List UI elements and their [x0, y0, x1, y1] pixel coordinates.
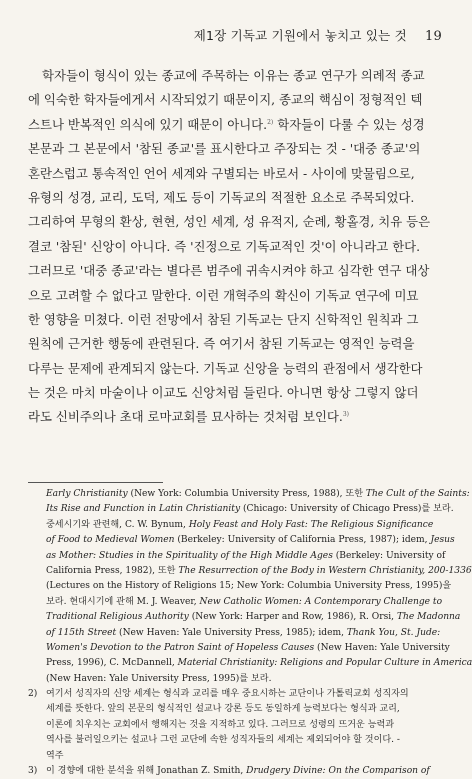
- body-line: 결코 '참된' 신앙이 아니다. 즉 '진정으로 기독교적인 것'이 아니라고 한다.: [28, 238, 421, 254]
- body-line: 라도 신비주의나 초대 로마교회를 묘사하는 것처럼 보인다.$^{3)}$: [28, 409, 350, 425]
- body-line: 으로 고려할 수 없다고 말한다. 이런 개혁주의 확신이 기독교 연구에 미묘: [28, 287, 419, 303]
- footnote-ref: 2): [267, 118, 274, 126]
- body-line: 다루는 문제에 관계되지 않는다. 기독교 신앙을 능력의 관점에서 생각한다: [28, 360, 423, 376]
- page-number: 19: [425, 29, 442, 44]
- body-text: [28, 64, 444, 430]
- footnote-line: 중세시기와 관련해, C. W. Bynum, Holy Feast and Holy Fast: The Religious Significance: [46, 519, 434, 530]
- footnotes: [28, 487, 472, 779]
- footnote-line: 이론에 치우치는 교회에서 행해지는 것을 지적하고 있다. 그러므로 성령의 뜨거운 능력과: [46, 719, 395, 730]
- chapter-title: 제1장 기독교 기원에서 놓치고 있는 것: [193, 28, 407, 43]
- footnote-line: California Press, 1982), 또한 The Resurrection of the Body in Western Christianity, 200-1336: [46, 565, 472, 576]
- footnote-line: Women's Devotion to the Patron Saint of Hopeless Causes (New Haven: Yale University: [46, 642, 450, 653]
- body-line: 그러므로 '대중 종교'라는 별다른 범주에 귀속시켜야 하고 심각한 연구 대상: [28, 263, 430, 279]
- body-line: 그리하여 무형의 환상, 현현, 성인 세계, 성 유적지, 순례, 황홀경, 치유 등은: [28, 214, 431, 230]
- body-line: 학자들이 형식이 있는 종교에 주목하는 이유는 종교 연구가 의례적 종교: [42, 68, 425, 83]
- footnote-line: 세계를 뜻한다. 앞의 본문의 형식적인 설교나 강론 등도 동일하게 능력보다는 형식과 교리,: [46, 704, 400, 715]
- footnote-line: (New Haven: Yale University Press, 1995)를 보라.: [46, 673, 272, 684]
- footnote-line: Early Christianity (New York: Columbia University Press, 1988), 또한 The Cult of the Saints:: [46, 489, 470, 499]
- body-line: 혼란스럽고 통속적인 언어 세계와 구별되는 바로서 - 사이에 맞물림으로,: [28, 165, 415, 181]
- footnote-2: [28, 687, 448, 764]
- body-line: 스트나 반복적인 의식에 있기 때문이 아니다.$^{2)}$ 학자들이 다룰 수 있는 성경: [28, 116, 425, 132]
- footnote-line: as Mother: Studies in the Spirituality of the High Middle Ages (Berkeley: University of: [46, 550, 446, 561]
- running-head: [28, 26, 442, 44]
- body-line: 는 것은 마치 마술이나 이교도 신앙처럼 들린다. 아니면 항상 그렇지 않더: [28, 385, 419, 401]
- body-line: 한 영향을 미쳤다. 이런 전망에서 참된 기독교는 단지 신학적인 원칙과 그: [28, 311, 419, 327]
- footnote-line: of Food to Medieval Women (Berkeley: University of California Press, 1987); idem, Jesus: [46, 535, 455, 546]
- footnote-line: Press, 1996), C. McDannell, Material Christianity: Religions and Popular Culture in America: [46, 658, 472, 669]
- footnote-line: Traditional Religious Authority (New York: Harper and Row, 1986), R. Orsi, The Madonna: [46, 612, 461, 623]
- footnote-divider: [28, 482, 163, 483]
- footnote-line: 3) 이 경향에 대한 분석을 위해 Jonathan Z. Smith, Drudgery Divine: On the Comparison of: [28, 766, 430, 777]
- footnote-line: of 115th Street (New Haven: Yale University Press, 1985); idem, Thank You, St. Jude:: [46, 627, 441, 638]
- footnote-line: 보라. 현대시기에 관해 M. J. Weaver, New Catholic Women: A Contemporary Challenge to: [46, 596, 443, 607]
- body-line: 본문과 그 본문에서 '참된 종교'를 표시한다고 주장되는 것 - '대중 종교'의: [28, 141, 421, 157]
- body-line: 에 익숙한 학자들에게서 시작되었기 때문이지, 종교의 핵심이 정형적인 텍: [28, 92, 423, 108]
- footnote-line: Its Rise and Function in Latin Christianity (Chicago: University of Chicago Press)를 보라.: [46, 504, 454, 515]
- footnote-continued: [28, 487, 472, 687]
- footnote-line: 역사를 불러일으키는 설교나 그런 교단에 속한 성직자들의 세계는 제외되어야 할 것이다. -: [46, 735, 401, 746]
- footnote-line: 2) 여기서 성직자의 신앙 세계는 형식과 교리를 매우 중요시하는 교단이나 가톨릭교회 성직자의: [28, 689, 409, 700]
- body-line: 원칙에 근거한 행동에 관련된다. 즉 여기서 참된 기독교는 영적인 능력을: [28, 336, 415, 352]
- footnote-line: 역주: [46, 750, 64, 761]
- footnote-3: [28, 764, 448, 779]
- body-line: 유형의 성경, 교리, 도덕, 제도 등이 기독교의 적절한 요소로 주목되었다.: [28, 189, 415, 205]
- footnote-ref: 3): [342, 411, 350, 419]
- footnote-line: (Lectures on the History of Religions 15; New York: Columbia University Press, 1995)을: [46, 581, 452, 592]
